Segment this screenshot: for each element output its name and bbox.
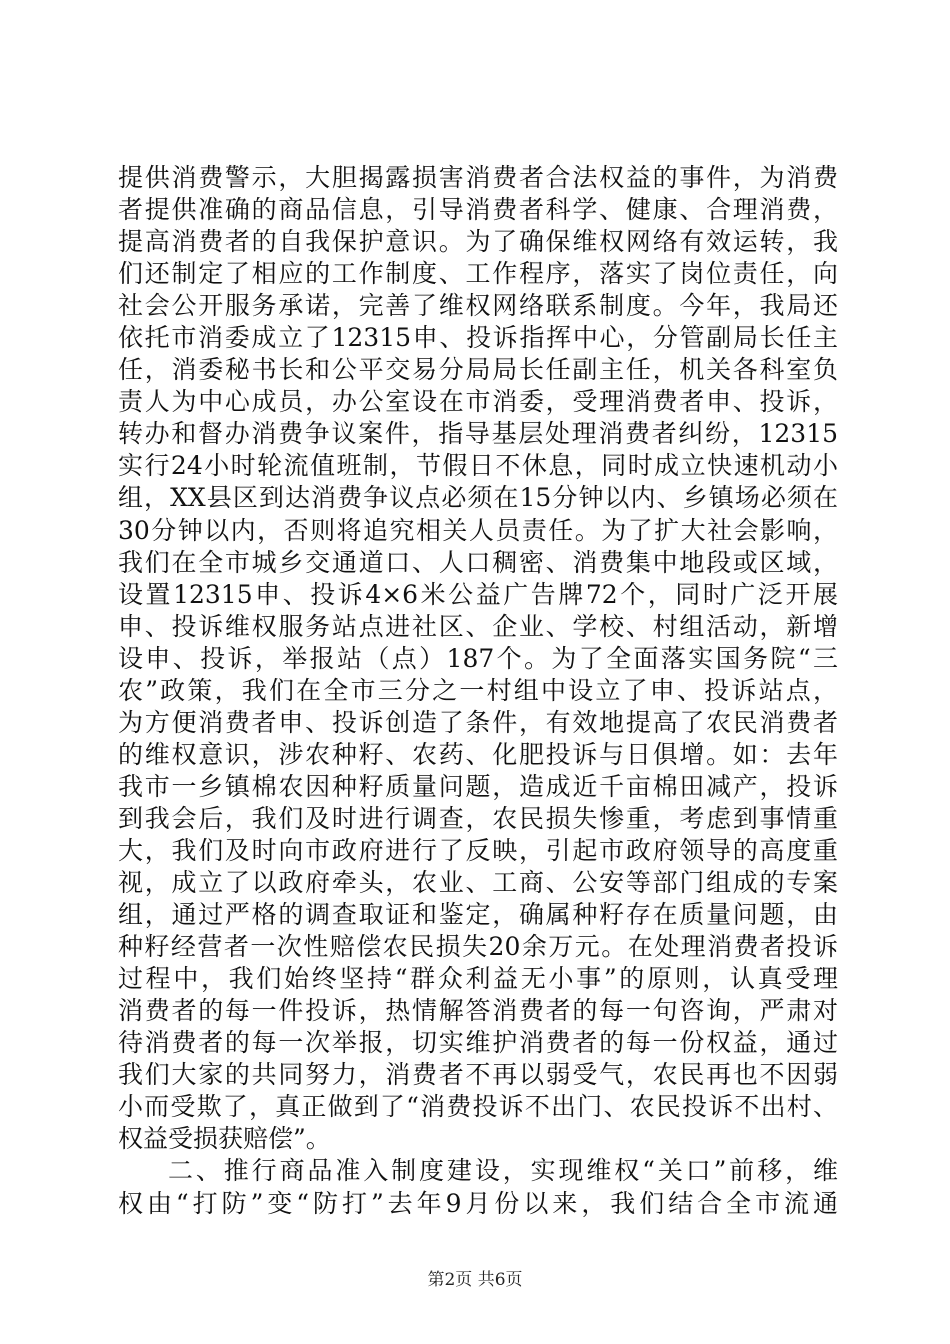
text-line: 大，我们及时向市政府进行了反映，引起市政府领导的高度重 [118,835,838,865]
text-line: 为方便消费者申、投诉创造了条件，有效地提高了农民消费者 [118,707,838,737]
text-line: 组，XX县区到达消费争议点必须在15分钟以内、乡镇场必须在 [118,483,838,513]
text-line: 组，通过严格的调查取证和鉴定，确属种籽存在质量问题，由 [118,900,838,930]
text-line: 消费者的每一件投诉，热情解答消费者的每一句咨询，严肃对 [118,996,838,1026]
text-line: 视，成立了以政府牵头，农业、工商、公安等部门组成的专案 [118,868,838,898]
text-line: 任，消委秘书长和公平交易分局局长任副主任，机关各科室负 [118,355,838,385]
text-line: 待消费者的每一次举报，切实维护消费者的每一份权益，通过 [118,1028,838,1058]
text-line: 我们在全市城乡交通道口、人口稠密、消费集中地段或区域， [118,547,838,577]
text-line: 依托市消委成立了12315申、投诉指挥中心，分管副局长任主 [118,323,838,353]
paragraph-end-line: 权益受损获赔偿”。 [118,1124,331,1154]
text-line: 设置12315申、投诉4×6米公益广告牌72个，同时广泛开展 [118,579,838,609]
text-line: 实行24小时轮流值班制，节假日不休息，同时成立快速机动小 [118,451,838,481]
page-number-footer: 第2页 共6页 [427,1270,523,1290]
text-line: 们还制定了相应的工作制度、工作程序，落实了岗位责任，向 [118,259,838,289]
text-line: 提供消费警示，大胆揭露损害消费者合法权益的事件，为消费 [118,163,838,192]
text-line: 责人为中心成员，办公室设在市消委，受理消费者申、投诉， [118,387,838,417]
text-line: 提高消费者的自我保护意识。为了确保维权网络有效运转，我 [118,227,838,257]
text-line: 申、投诉维权服务站点进社区、企业、学校、村组活动，新增 [118,611,838,641]
section-heading-line: 二、推行商品准入制度建设，实现维权“关口”前移，维 [168,1156,838,1186]
text-line: 小而受欺了，真正做到了“消费投诉不出门、农民投诉不出村、 [118,1092,838,1122]
text-line: 30分钟以内，否则将追究相关人员责任。为了扩大社会影响， [118,515,838,545]
text-line: 权由“打防”变“防打”去年9月份以来，我们结合全市流通 [118,1188,838,1218]
text-line: 农”政策，我们在全市三分之一村组中设立了申、投诉站点， [118,675,838,705]
text-line: 我们大家的共同努力，消费者不再以弱受气，农民再也不因弱 [118,1060,838,1090]
text-line: 的维权意识，涉农种籽、农药、化肥投诉与日俱增。如：去年 [118,739,838,769]
text-line: 者提供准确的商品信息，引导消费者科学、健康、合理消费， [118,195,838,225]
text-line: 到我会后，我们及时进行调查，农民损失惨重，考虑到事情重 [118,803,838,833]
text-line: 社会公开服务承诺，完善了维权网络联系制度。今年，我局还 [118,291,838,321]
text-line: 转办和督办消费争议案件，指导基层处理消费者纠纷，12315 [118,419,838,449]
document-body [118,162,838,1220]
text-line: 设申、投诉，举报站（点）187个。为了全面落实国务院“三 [118,643,838,673]
text-line: 过程中，我们始终坚持“群众利益无小事”的原则，认真受理 [118,964,838,994]
text-line: 我市一乡镇棉农因种籽质量问题，造成近千亩棉田减产，投诉 [118,771,838,801]
text-line: 种籽经营者一次性赔偿农民损失20余万元。在处理消费者投诉 [118,932,838,962]
